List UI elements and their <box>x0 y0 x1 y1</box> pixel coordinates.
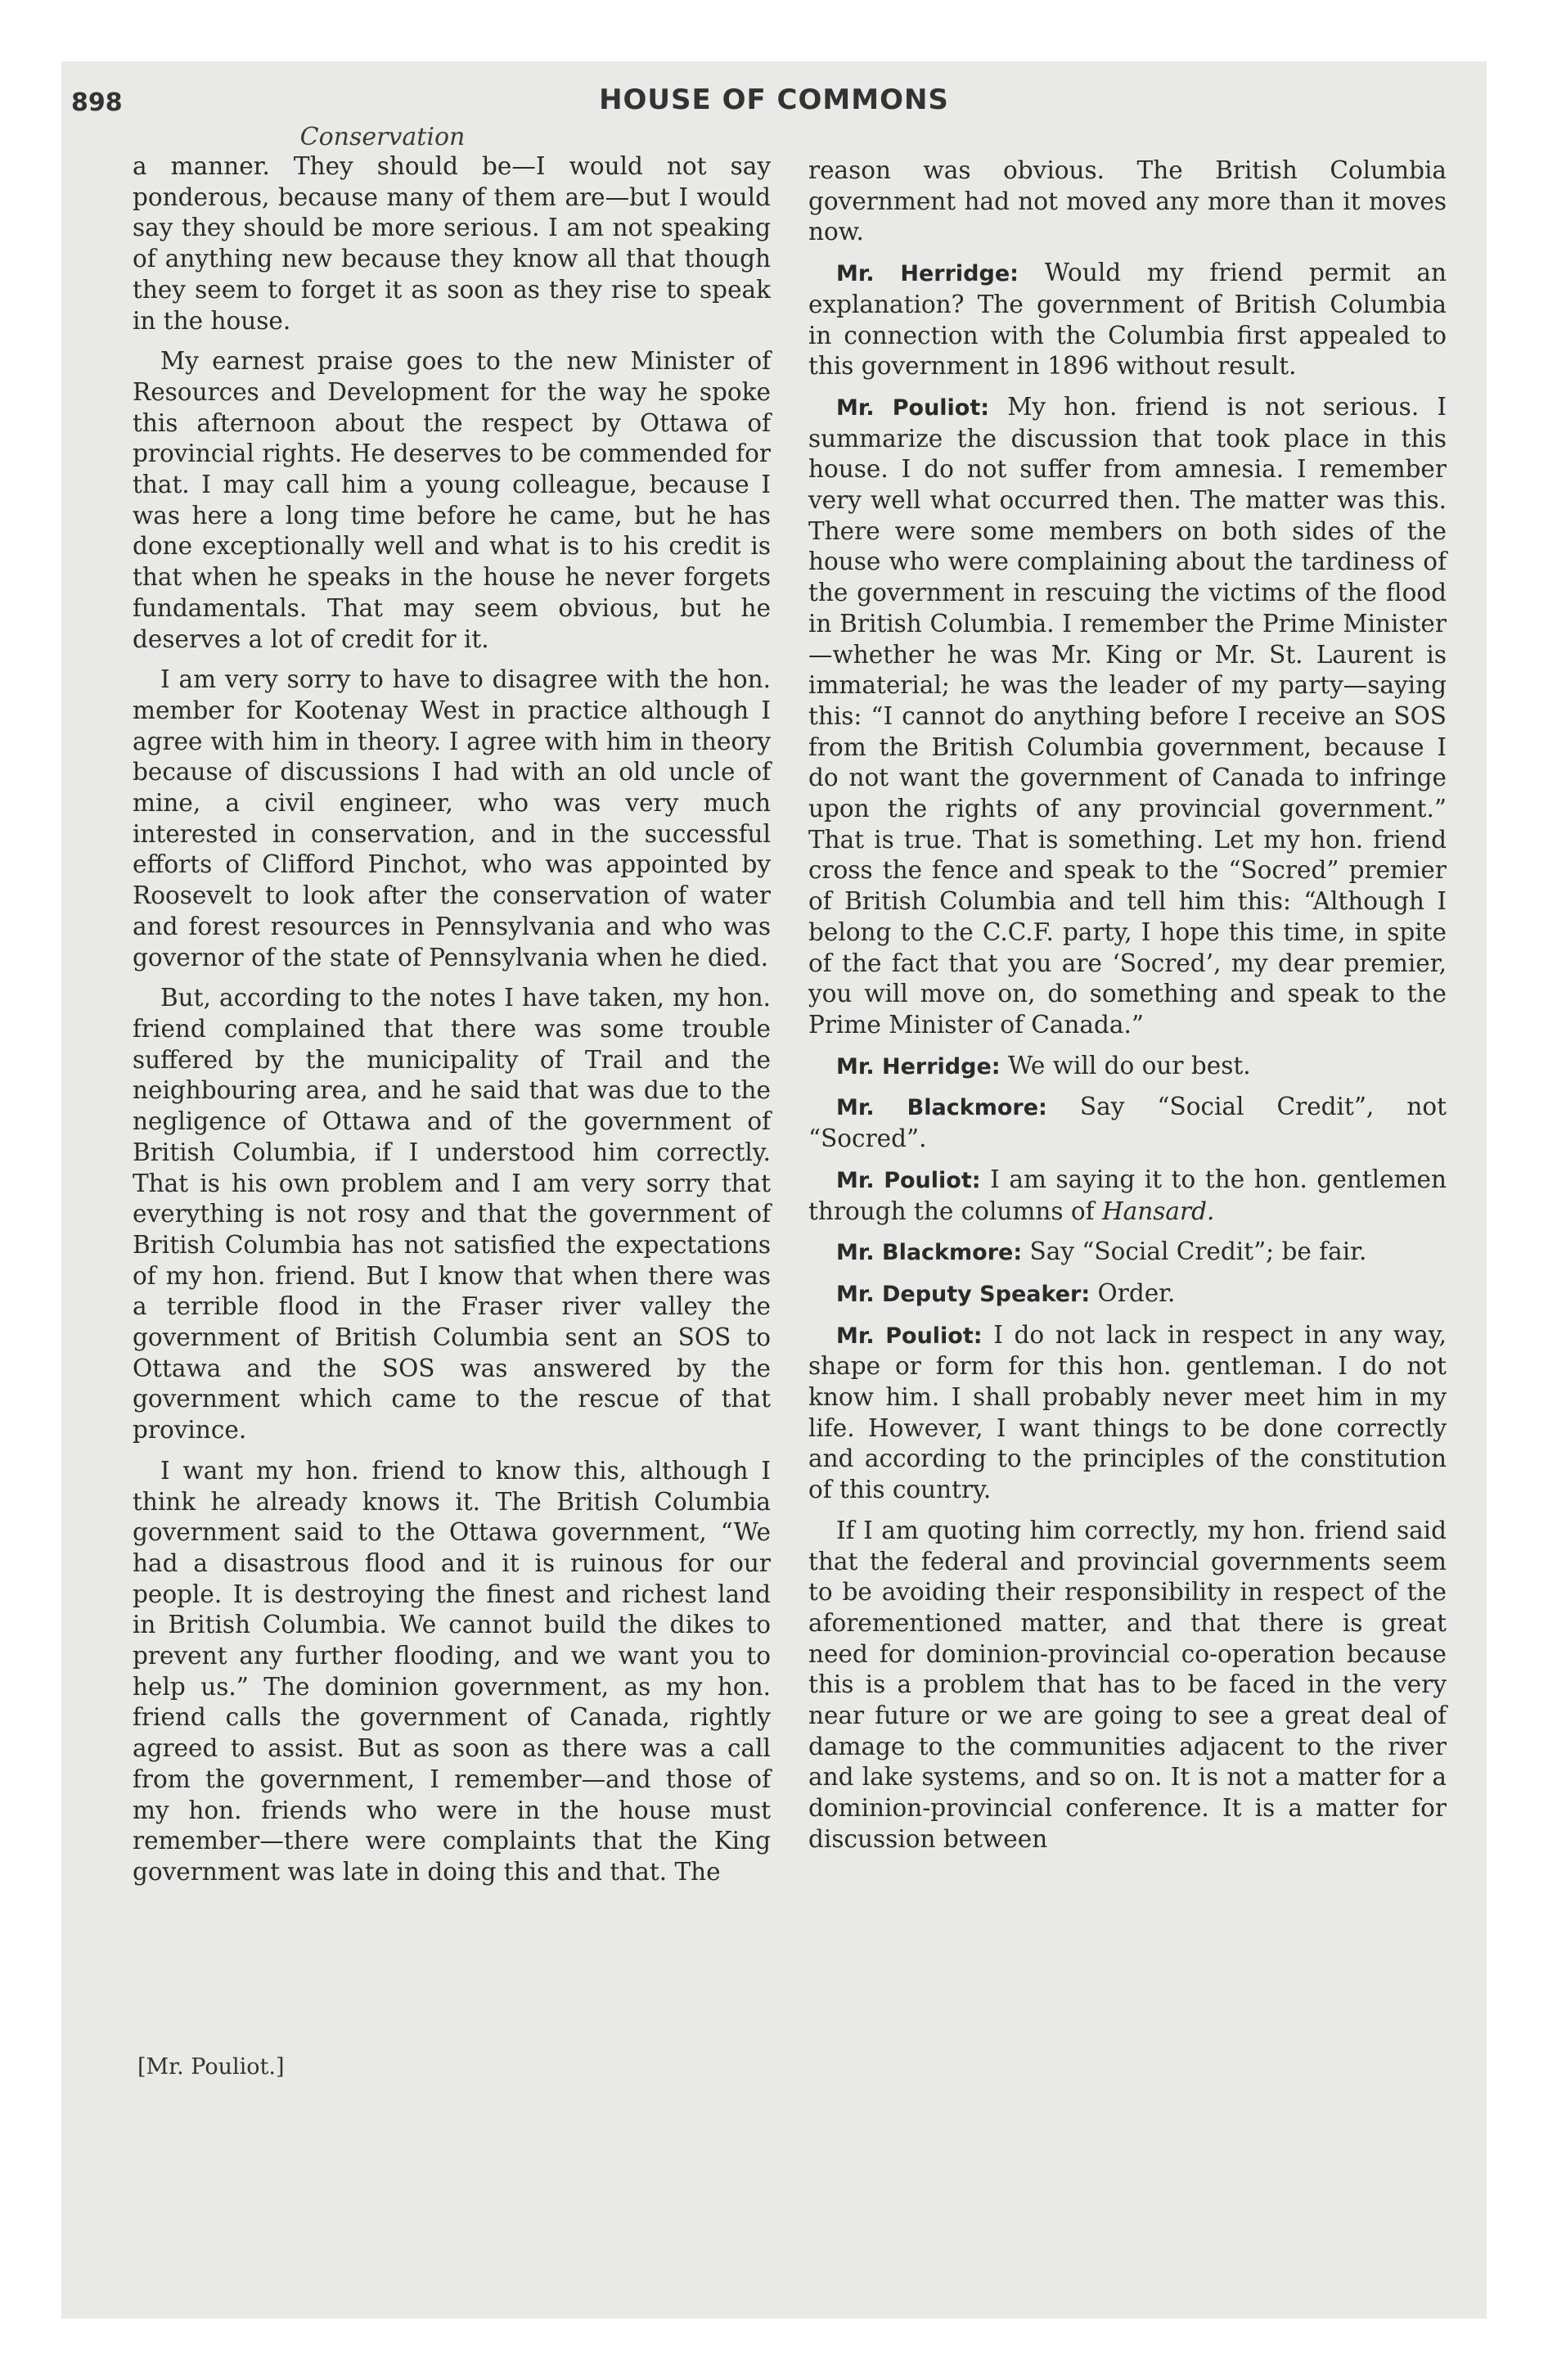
paragraph: If I am quoting him correctly, my hon. friend said that the federal and provincial governments seem to be avoiding their responsibility in respect of the aforementioned matter, and that there is great need for dominion-provincial co-operation because this is a problem that has to be faced in the very near future or we are going to see a great deal of damage to the communities adjacent to the river and lake systems, and so on. It is not a matter for a dominion-provincial conference. It is a matter for discussion between <box>808 1516 1447 1853</box>
speech-text: I am saying it to the hon. gentlemen through the columns of <box>808 1165 1447 1225</box>
paragraph: a manner. They should be—I would not say ponderous, because many of them are—but I would say they should be more serious. I am not speaking of anything new because they know all that though they seem to forget it as soon as they rise to speak in the house. <box>133 152 771 335</box>
paragraph: My earnest praise goes to the new Minister of Resources and Development for the way he spoke this afternoon about the respect by Ottawa of provincial rights. He deserves to be commended for that. I may call him a young colleague, because I was here a long time before he came, but he has done exceptionally well and what is to his credit is that when he speaks in the house he never forgets fundamentals. That may seem obvious, but he deserves a lot of credit for it. <box>133 347 771 653</box>
speaker-name: Mr. Blackmore: <box>836 1240 1023 1266</box>
left-column <box>133 151 771 1898</box>
speech-text: Would my friend permit an explanation? The government of British Columbia in connection with the Columbia first appealed to this government in 1896 without result. <box>808 259 1447 381</box>
speech-text: My hon. friend is not serious. I summarize the discussion that took place in this house. I do not suffer from amnesia. I remember very well what occurred then. The matter was this. There were some members on both sides of the house who were complaining about the tardiness of the government in rescuing the victims of the flood in British Columbia. I remember the Prime Minister—whether he was Mr. King or Mr. St. Laurent is immaterial; he was the leader of my party—saying this: “I cannot do anything before I receive an SOS from the British Columbia government, because I do not want the government of Canada to infringe upon the rights of any provincial government.” That is true. That is something. Let my hon. friend cross the fence and speak to the “Socred” premier of British Columbia and tell him this: “Although I belong to the C.C.F. party, I hope this time, in spite of the fact that you are ‘Socred’, my dear premier, you will move on, do something and speak to the Prime Minister of Canada.” <box>808 392 1447 1039</box>
paragraph: I am very sorry to have to disagree with the hon. member for Kootenay West in practice although I agree with him in theory. I agree with him in theory because of discussions I had with an old uncle of mine, a civil engineer, who was very much interested in conservation, and in the successful efforts of Clifford Pinchot, who was appointed by Roosevelt to look after the conservation of water and forest resources in Pennsylvania and who was governor of the state of Pennsylvania when he died. <box>133 665 771 971</box>
speaker-name: Mr. Herridge: <box>836 1053 1001 1080</box>
speech-text: We will do our best. <box>1007 1051 1251 1080</box>
speaker-name: Mr. Pouliot: <box>836 1323 983 1349</box>
right-column <box>808 156 1447 1865</box>
speech-paragraph <box>808 1278 1447 1310</box>
footer-speaker-tag: [Mr. Pouliot.] <box>137 2054 285 2080</box>
paragraph: I want my hon. friend to know this, although I think he already knows it. The British Columbia government said to the Ottawa government, “We had a disastrous flood and it is ruinous for our people. It is destroying the finest and richest land in British Columbia. We cannot build the dikes to prevent any further flooding, and we want you to help us.” The dominion government, as my hon. friend calls the government of Canada, rightly agreed to assist. But as soon as there was a call from the government, I remember—and those of my hon. friends who were in the house must remember—there were complaints that the King government was late in doing this and that. The <box>133 1456 771 1886</box>
speech-paragraph <box>808 1320 1447 1506</box>
page-number: 898 <box>71 88 123 117</box>
speech-paragraph <box>808 258 1447 382</box>
speech-paragraph <box>808 1092 1447 1154</box>
hansard-italic: Hansard. <box>1101 1197 1215 1225</box>
page-title: HOUSE OF COMMONS <box>599 83 949 116</box>
paragraph: reason was obvious. The British Columbia government had not moved any more than it moves now. <box>808 156 1447 246</box>
speaker-name: Mr. Herridge: <box>836 261 1019 287</box>
speaker-name: Mr. Pouliot: <box>836 1167 981 1193</box>
speaker-name: Mr. Blackmore: <box>836 1095 1047 1121</box>
speech-paragraph <box>808 1051 1447 1083</box>
section-subtitle: Conservation <box>299 123 466 151</box>
speech-text: Order. <box>1097 1278 1176 1307</box>
speech-paragraph <box>808 392 1447 1041</box>
speech-paragraph <box>808 1237 1447 1269</box>
speech-text: I do not lack in respect in any way, shape or form for this hon. gentleman. I do not know him. I shall probably never meet him in my life. However, I want things to be done correctly and according to the principles of the constitution of this country. <box>808 1320 1447 1504</box>
paragraph: But, according to the notes I have taken, my hon. friend complained that there was some trouble suffered by the municipality of Trail and the neighbouring area, and he said that was due to the negligence of Ottawa and of the government of British Columbia, if I understood him correctly. That is his own problem and I am very sorry that everything is not rosy and that the government of British Columbia has not satisfied the expectations of my hon. friend. But I know that when there was a terrible flood in the Fraser river valley the government of British Columbia sent an SOS to Ottawa and the SOS was answered by the government which came to the rescue of that province. <box>133 984 771 1445</box>
speech-paragraph <box>808 1165 1447 1227</box>
speech-text: Say “Social Credit”, not “Socred”. <box>808 1093 1447 1153</box>
speech-text: Say “Social Credit”; be fair. <box>1029 1237 1367 1266</box>
speaker-name: Mr. Deputy Speaker: <box>836 1281 1091 1307</box>
speaker-name: Mr. Pouliot: <box>836 394 990 421</box>
